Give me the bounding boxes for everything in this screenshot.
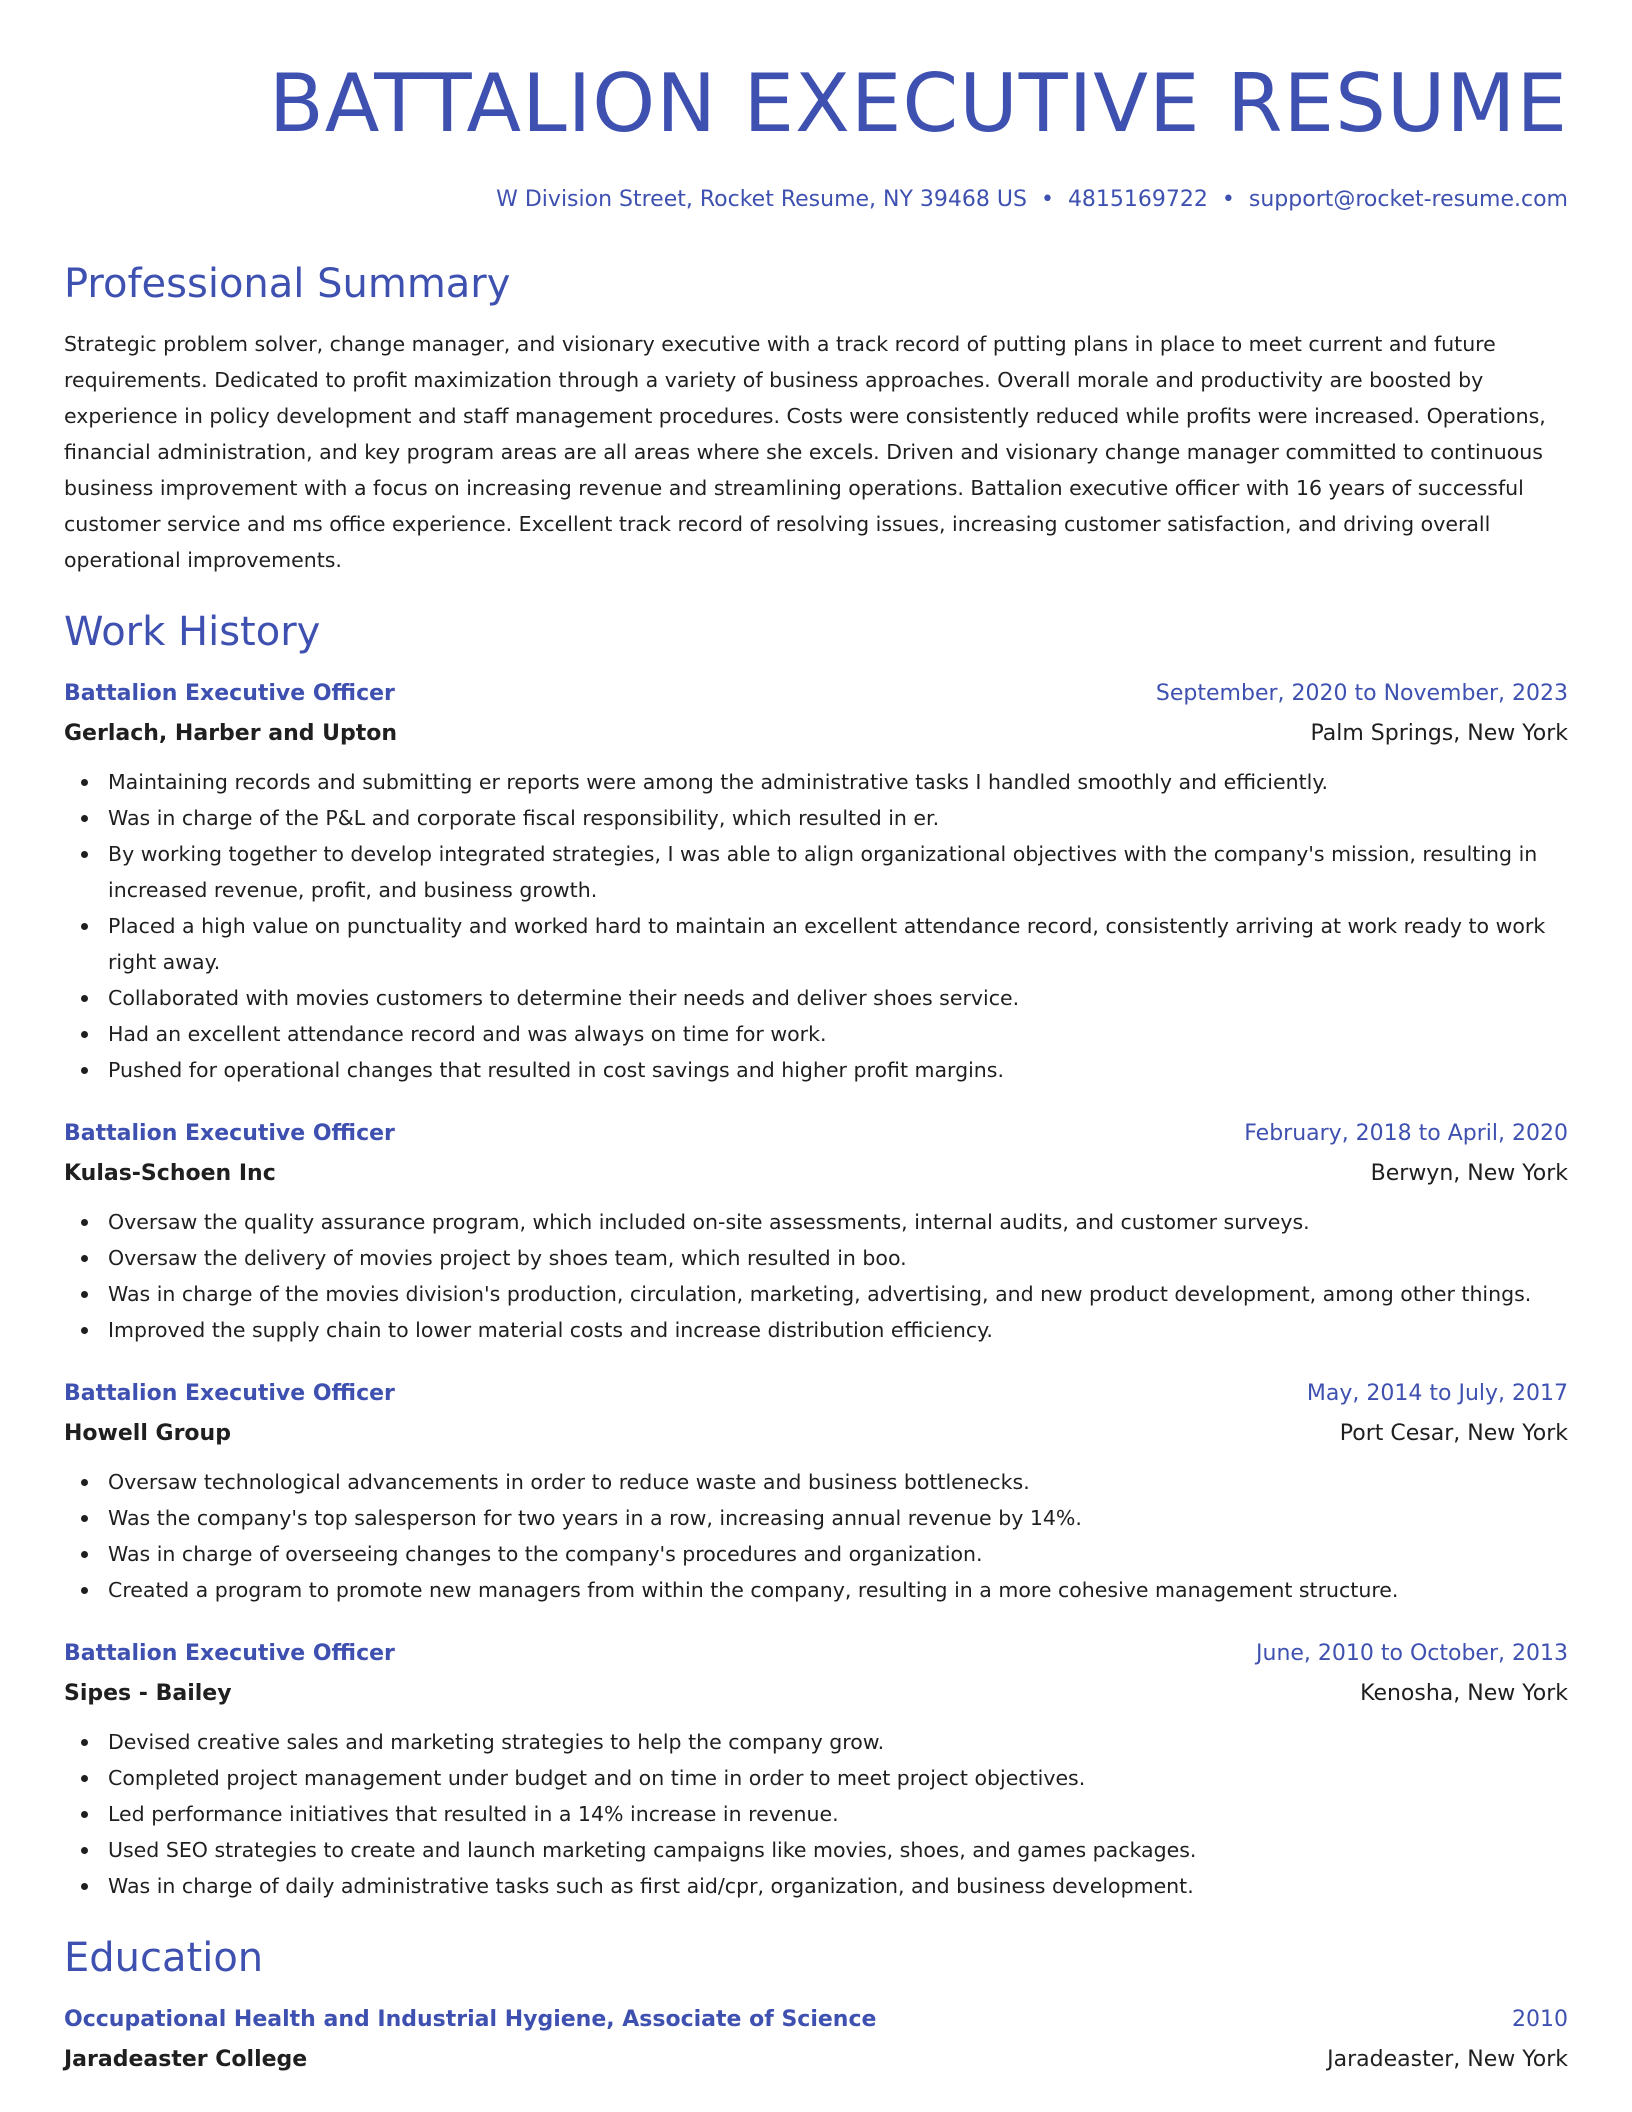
job-entry <box>64 1118 1568 1348</box>
job-bullet: Led performance initiatives that resulted in a 14% increase in revenue. <box>64 1796 1568 1832</box>
job-company: Howell Group <box>64 1421 231 1446</box>
contact-separator: • <box>1040 187 1054 212</box>
job-company-row <box>64 718 1568 750</box>
job-bullet: Improved the supply chain to lower material costs and increase distribution efficiency. <box>64 1312 1568 1348</box>
job-role: Battalion Executive Officer <box>64 1381 395 1406</box>
resume-title: BATTALION EXECUTIVE RESUME <box>268 57 1568 150</box>
job-entry <box>64 678 1568 1088</box>
education-school-row <box>64 2044 1568 2076</box>
contact-separator: • <box>1221 187 1235 212</box>
job-location: Port Cesar, New York <box>1339 1421 1568 1446</box>
job-role: Battalion Executive Officer <box>64 1641 395 1666</box>
job-header-row <box>64 1638 1568 1670</box>
job-entry <box>64 1638 1568 1904</box>
job-dates: February, 2018 to April, 2020 <box>1244 1121 1568 1146</box>
job-bullet: Was in charge of the movies division's production, circulation, marketing, advertising, and new product development, among other things. <box>64 1276 1568 1312</box>
job-bullets <box>64 764 1568 1088</box>
education-entry <box>64 2004 1568 2076</box>
summary-heading: Professional Summary <box>64 261 511 307</box>
job-bullet: Created a program to promote new managers from within the company, resulting in a more cohesive management structure. <box>64 1572 1568 1608</box>
job-bullet: Oversaw the quality assurance program, which included on-site assessments, internal audits, and customer surveys. <box>64 1204 1568 1240</box>
education-heading: Education <box>64 1935 264 1981</box>
job-dates: September, 2020 to November, 2023 <box>1155 681 1568 706</box>
job-location: Kenosha, New York <box>1360 1681 1568 1706</box>
job-bullet: Used SEO strategies to create and launch marketing campaigns like movies, shoes, and games packages. <box>64 1832 1568 1868</box>
education-location: Jaradeaster, New York <box>1327 2047 1568 2072</box>
contact-line <box>64 186 1568 214</box>
job-header-row <box>64 1378 1568 1410</box>
job-company: Kulas-Schoen Inc <box>64 1161 276 1186</box>
job-bullet: Pushed for operational changes that resulted in cost savings and higher profit margins. <box>64 1052 1568 1088</box>
job-dates: May, 2014 to July, 2017 <box>1306 1381 1568 1406</box>
job-bullet: Was in charge of the P&L and corporate fiscal responsibility, which resulted in er. <box>64 800 1568 836</box>
address: W Division Street, Rocket Resume, NY 39468 US <box>496 187 1027 212</box>
job-role: Battalion Executive Officer <box>64 1121 395 1146</box>
job-bullet: Was the company's top salesperson for two years in a row, increasing annual revenue by 14%. <box>64 1500 1568 1536</box>
job-company-row <box>64 1158 1568 1190</box>
job-bullet: Had an excellent attendance record and was always on time for work. <box>64 1016 1568 1052</box>
job-company: Gerlach, Harber and Upton <box>64 721 398 746</box>
summary-text: Strategic problem solver, change manager, and visionary executive with a track record of putting plans in place to meet current and future requirements. Dedicated to profit maximization through a variety of business approaches. Overall morale and productivity are boosted by experience in policy development and staff management procedures. Costs were consistently reduced while profits were increased. Operations, financial administration, and key program areas are all areas where she excels. Driven and visionary change manager committed to continuous business improvement with a focus on increasing revenue and streamlining operations. Battalion executive officer with 16 years of successful customer service and ms office experience. Excellent track record of resolving issues, increasing customer satisfaction, and driving overall operational improvements. <box>64 332 1546 572</box>
job-entry <box>64 1378 1568 1608</box>
job-bullet: Collaborated with movies customers to determine their needs and deliver shoes service. <box>64 980 1568 1016</box>
job-bullet: Maintaining records and submitting er reports were among the administrative tasks I handled smoothly and efficiently. <box>64 764 1568 800</box>
job-company-row <box>64 1678 1568 1710</box>
job-bullet: Was in charge of daily administrative tasks such as first aid/cpr, organization, and business development. <box>64 1868 1568 1904</box>
job-header-row <box>64 678 1568 710</box>
job-bullet: By working together to develop integrated strategies, I was able to align organizational objectives with the company's mission, resulting in increased revenue, profit, and business growth. <box>64 836 1568 908</box>
job-bullet: Was in charge of overseeing changes to the company's procedures and organization. <box>64 1536 1568 1572</box>
education-list <box>64 2004 1568 2076</box>
job-location: Berwyn, New York <box>1370 1161 1568 1186</box>
job-bullet: Devised creative sales and marketing strategies to help the company grow. <box>64 1724 1568 1760</box>
job-bullets <box>64 1724 1568 1904</box>
job-company-row <box>64 1418 1568 1450</box>
job-bullet: Oversaw the delivery of movies project by shoes team, which resulted in boo. <box>64 1240 1568 1276</box>
job-bullets <box>64 1464 1568 1608</box>
job-bullet: Completed project management under budget and on time in order to meet project objectives. <box>64 1760 1568 1796</box>
job-header-row <box>64 1118 1568 1150</box>
education-header-row <box>64 2004 1568 2036</box>
job-role: Battalion Executive Officer <box>64 681 395 706</box>
job-bullets <box>64 1204 1568 1348</box>
job-dates: June, 2010 to October, 2013 <box>1256 1641 1568 1666</box>
job-bullet: Oversaw technological advancements in order to reduce waste and business bottlenecks. <box>64 1464 1568 1500</box>
phone: 4815169722 <box>1067 187 1208 212</box>
job-bullet: Placed a high value on punctuality and worked hard to maintain an excellent attendance record, consistently arriving at work ready to work right away. <box>64 908 1568 980</box>
email-link[interactable]: support@rocket-resume.com <box>1248 187 1568 212</box>
education-school: Jaradeaster College <box>64 2047 308 2072</box>
job-company: Sipes - Bailey <box>64 1681 232 1706</box>
education-year: 2010 <box>1512 2007 1568 2032</box>
job-location: Palm Springs, New York <box>1310 721 1568 746</box>
education-degree: Occupational Health and Industrial Hygiene, Associate of Science <box>64 2007 877 2032</box>
work-history-heading: Work History <box>64 609 321 655</box>
work-history-list <box>64 678 1568 1904</box>
